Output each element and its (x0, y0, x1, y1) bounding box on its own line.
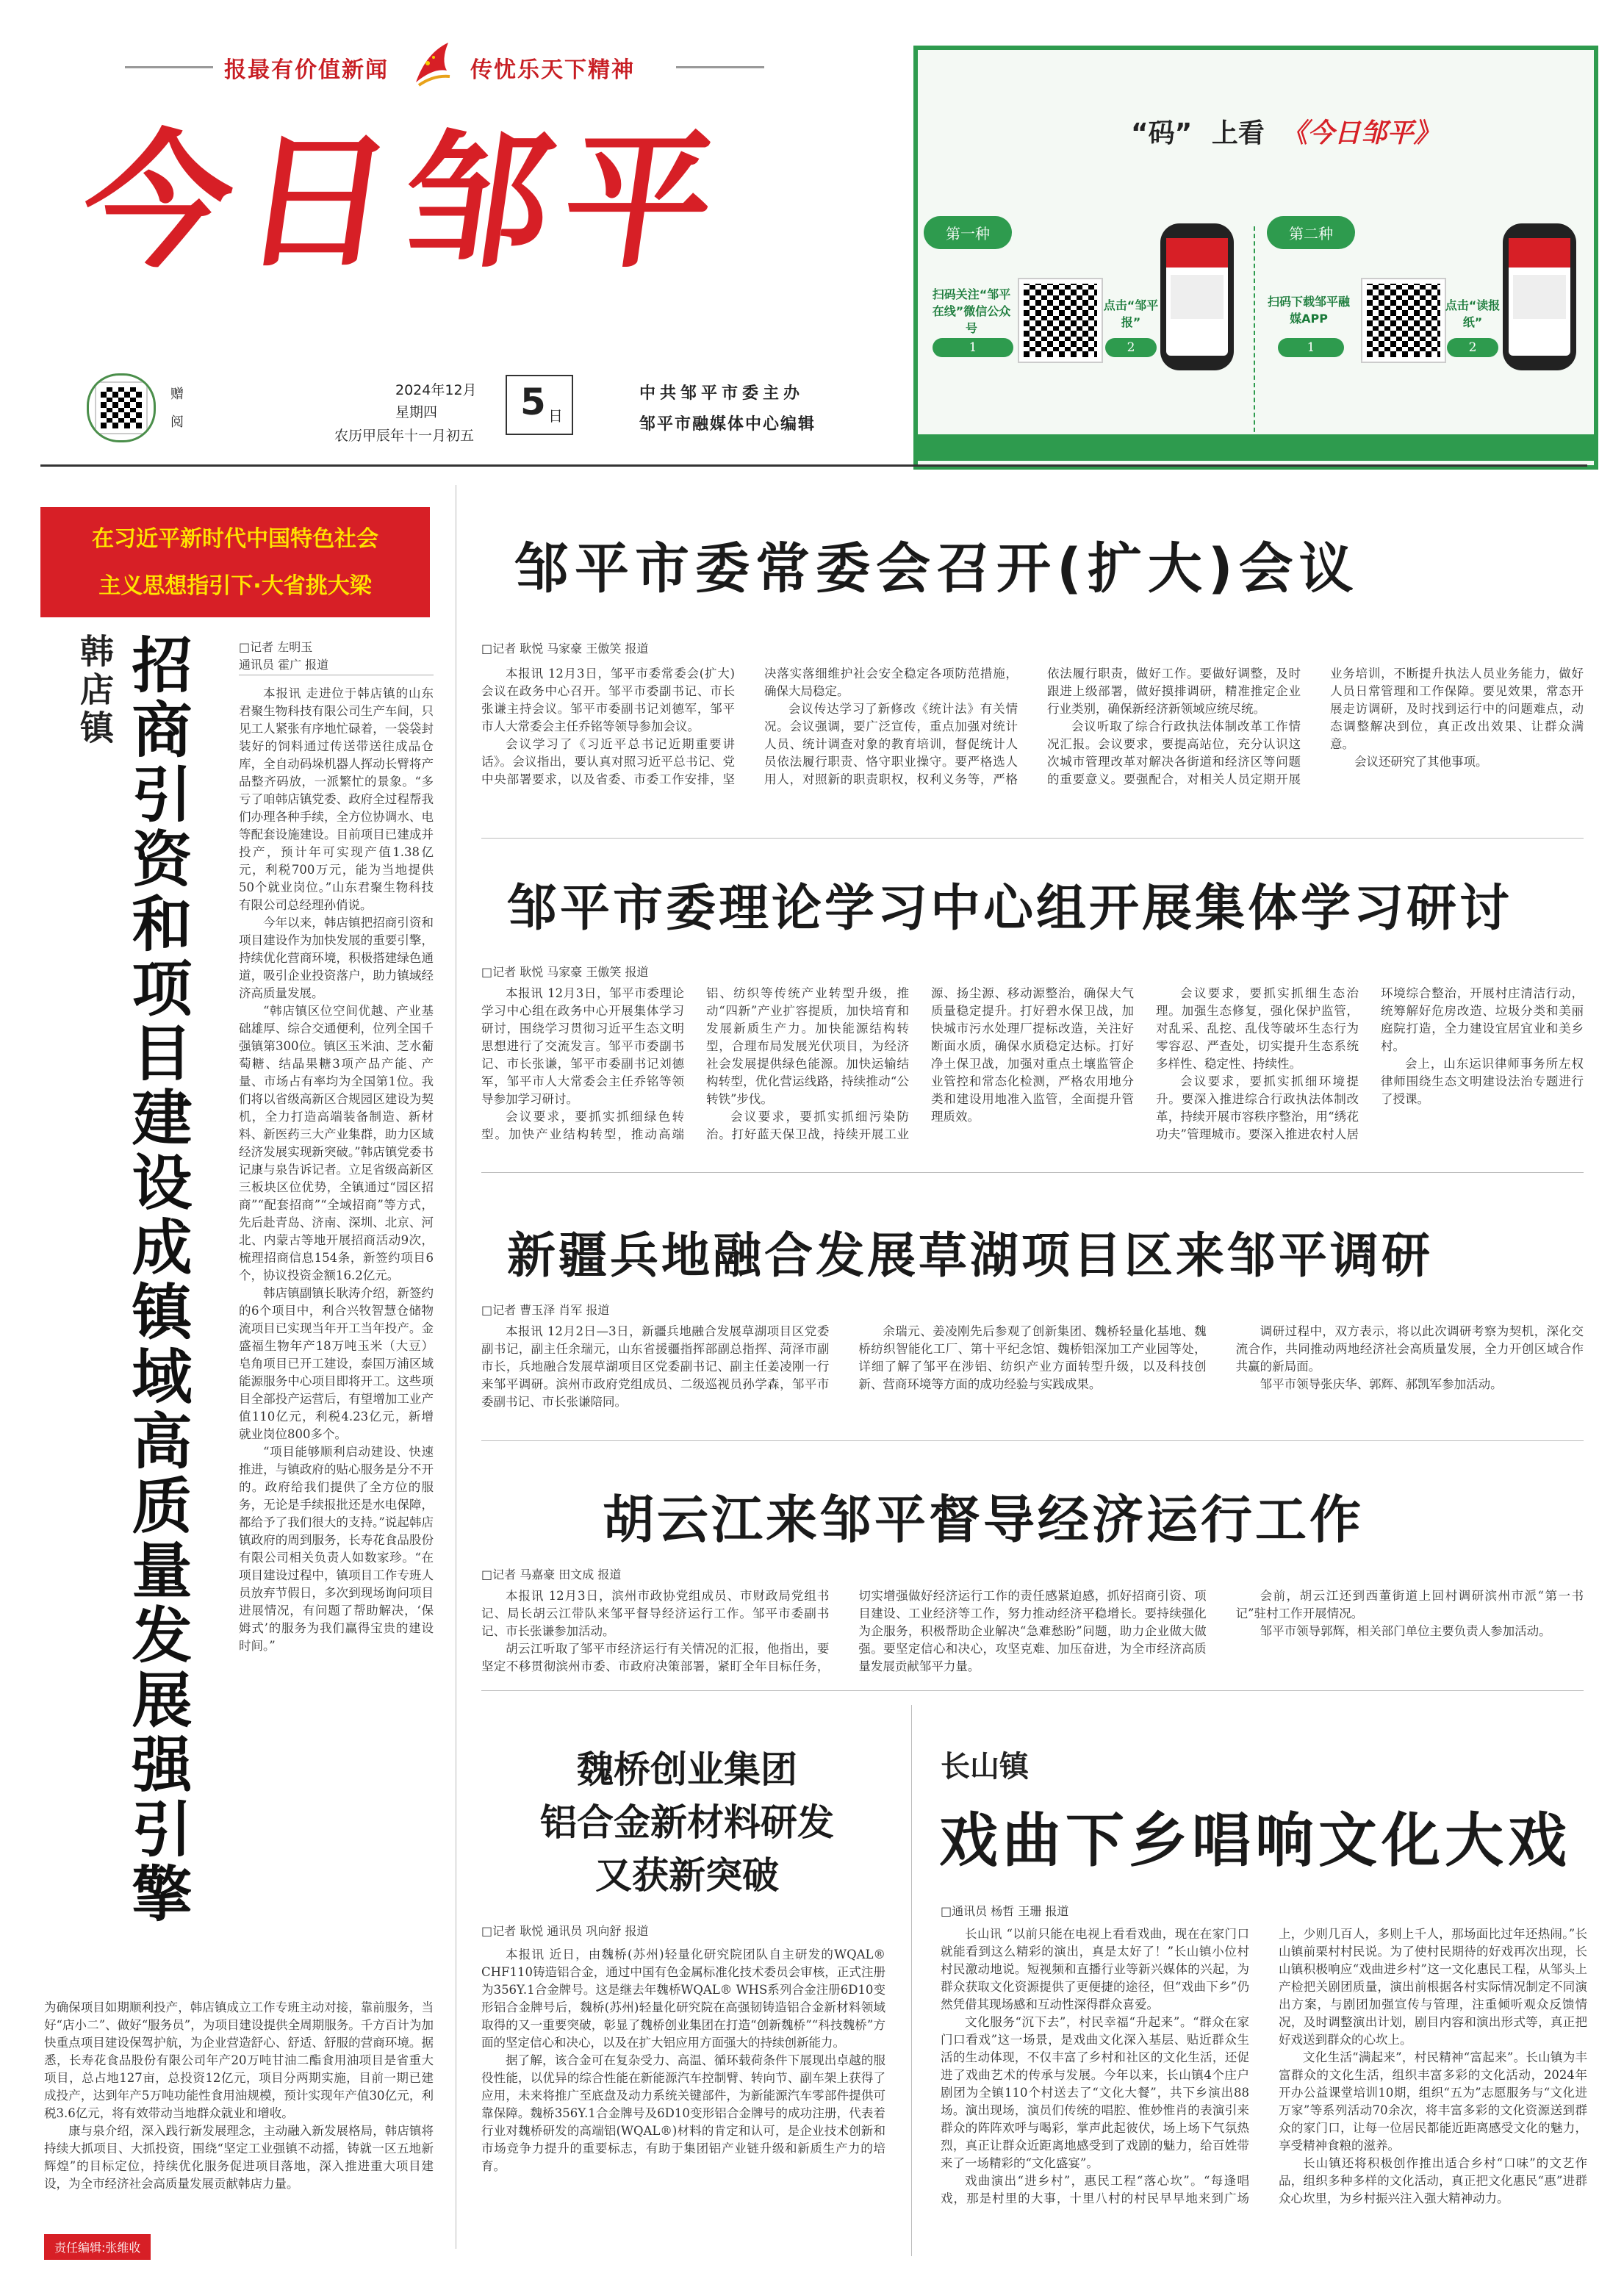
article5-byline: □记者 耿悦 通讯员 巩向舒 报道 (481, 1924, 649, 1938)
day-suffix: 日 (548, 407, 563, 425)
article2-para-1: 本报讯 12月3日，邹平市委理论学习中心组在政务中心开展集体学习研讨，围绕学习贯彻习近平生态文明思想进行了交流发言。邹平市委副书记、市长张谦，邹平市委副书记刘德军，邹平市人大常委会主任乔铭等领导参加学习研讨。 (481, 986, 684, 1106)
theme-banner (40, 507, 430, 617)
article4-headline: 胡云江来邹平督导经济运行工作 (603, 1490, 1364, 1550)
article3-para-2: 余瑞元、姜凌刚先后参观了创新集团、魏桥轻量化基地、魏桥纺织智能化工厂、第十平纪念馆、魏桥铝深加工产业园等处，详细了解了邹平在涉铝、纺织产业方面转型升级，以及科技创新、营商环境等方面的成功经验与实践成果。 (858, 1324, 1207, 1391)
left-byline-2: 通讯员 霍广 报道 (239, 658, 329, 672)
article5-headline-line3: 又获新突破 (595, 1853, 779, 1897)
article4-para-3: 会前，胡云江还到西董街道上回村调研滨州市派“第一书记”驻村工作开展情况。 (1235, 1589, 1584, 1620)
article2-para-5: 会议要求，要抓实抓细环境提升。要深入推进综合行政执法体制改革，持续开展市容秩序整治，用“绣花功夫”管理城市。要深入推进农村人居环境综合整治，开展村庄清洁行动，统筹解好危房改造、垃圾分类和美丽庭院打造，全力建设宜居宜业和美乡村。 (1156, 986, 1584, 1141)
article6-byline: □通讯员 杨哲 王珊 报道 (941, 1904, 1069, 1918)
rule-4 (481, 1690, 1584, 1691)
left-para-3: “韩店镇区位空间优越、产业基础雄厚、综合交通便利，位列全国千强镇第300位。镇区玉米油、芝水葡萄糖、结晶果糖3项产品产能、产量、市场占有率均为全国第1位。我们将以省级高新区合规园区建设为契机，全力打造高端装备制造、新材料、新医药三大产业集群，助力区域经济发展实现新突破。”韩店镇党委书记康与泉告诉记者。立足省级高新区三板块区位优势，全镇通过“园区招商”“配套招商”“全域招商”等方式，先后赴青岛、济南、深圳、北京、河北、内蒙古等地开展招商活动9次，梳理招商信息154条，新签约项目6个，协议投资金额16.2亿元。 (239, 1004, 434, 1282)
article1-para-2: 会议学习了《习近平总书记近期重要讲话》。会议指出，要认真对照习近平总书记、党中央部署要求，以及省委、市委工作安排，坚决落实落细维护社会安全稳定各项防范措施，确保大局稳定。 (481, 667, 1018, 786)
article6-headline: 戏曲下乡唱响文化大戏 (939, 1806, 1571, 1875)
article4-para-2: 胡云江听取了邹平市经济运行有关情况的汇报，他指出，要坚定不移贯彻滨州市委、市政府决策部署，紧盯全年目标任务，切实增强做好经济运行工作的责任感紧迫感，抓好招商引资、项目建设、工业经济等工作，努力推动经济平稳增长。要持续强化为企服务，积极帮助企业解决“急难愁盼”问题，助力企业做大做强。要坚定信心和决心，攻坚克难、加压奋进，为全市经济高质量发展贡献邹平力量。 (481, 1589, 1207, 1673)
promo-title-code: “码” (1131, 118, 1193, 148)
promo-box (913, 46, 1598, 470)
sponsor: 中共邹平市委主办 (639, 384, 805, 403)
promo-divider (1254, 226, 1257, 439)
left-kicker: 韩店镇 (75, 633, 115, 748)
slogan-rule-right (676, 66, 764, 68)
article1-para-5: 会议还研究了其他事项。 (1354, 755, 1488, 769)
qr-code-header (87, 373, 156, 442)
theme-banner-line2: 主义思想指引下·大省挑大梁 (98, 573, 372, 599)
article6-para-4: 文化生活“满起来”，村民精神“富起来”。长山镇为丰富群众的文化生活，组织丰富多彩的文化活动，2024年开办公益课堂培训10期，组织“五为”志愿服务与“文化进万家”等系列活动70余次，将丰富多彩的文化资源送到群众的家门口，让每一位居民都能近距离感受文化的魅力，享受精神食粮的滋养。 (1279, 2050, 1587, 2153)
article5-headline-line1: 魏桥创业集团 (577, 1748, 797, 1791)
editor-unit: 邹平市融媒体中心编辑 (639, 414, 816, 434)
article5-headline-line2: 铝合金新材料研发 (540, 1801, 834, 1844)
article3-para-4: 邹平市领导张庆华、郭辉、郝凯军参加活动。 (1260, 1377, 1503, 1391)
article2-para-4: 会议要求，要抓实抓细生态治理。加强生态修复，强化保护监管，对乱采、乱挖、乱伐等破坏生态行为零容忍、严查处，切实提升生态系统多样性、稳定性、持续性。 (1156, 986, 1359, 1071)
slogan-right: 传忧乐天下精神 (470, 57, 635, 83)
article1-body (481, 665, 1584, 827)
rule-2 (481, 1172, 1584, 1173)
way2-label: 第二种 (1267, 216, 1355, 249)
article3-para-1: 本报讯 12月2日—3日，新疆兵地融合发展草湖项目区党委副书记，副主任余瑞元，山东省援疆指挥部副总指挥、菏泽市副市长，兵地融合发展草湖项目区党委副书记、副主任姜凌刚一行来邹平调研。滨州市政府党组成员、二级巡视员孙学森，邹平市委副书记、市长张谦陪同。 (481, 1324, 830, 1409)
way1-step2-number: 2 (1105, 338, 1157, 357)
article2-byline: □记者 耿悦 马家豪 王傲笑 报道 (481, 965, 649, 979)
way2-step1-number: 1 (1278, 338, 1344, 357)
responsible-editor: 责任编辑:张维收 (44, 2234, 151, 2260)
day-number: 5 (520, 381, 546, 423)
article3-byline: □记者 曹玉泽 肖军 报道 (481, 1303, 610, 1317)
article1-para-3: 会议传达学习了新修改《统计法》有关情况。会议强调，要广泛宣传，重点加强对统计人员、统计调查对象的教育培训，督促统计人员依法履行职责、恪守职业操守。要严格选人用人，对照新的职责职权，权利义务等，严格依法履行职责，做好工作。要做好调整，及时跟进上级部署，做好摸排调研，精准推定企业行业类别，确保新经济新领域应统尽统。 (764, 667, 1301, 786)
theme-banner-line1: 在习近平新时代中国特色社会 (92, 526, 378, 552)
article6-para-1: 长山讯 “以前只能在电视上看看戏曲，现在在家门口就能看到这么精彩的演出，真是太好了！”长山镇小位村村民激动地说。短视频和直播行业等新兴媒体的兴起，为群众获取文化资源提供了更便捷的途径，但“戏曲下乡”仍然凭借其现场感和互动性深得群众喜爱。 (941, 1927, 1249, 2011)
way1-step2: 点击“邹平报” (1103, 298, 1159, 329)
way1-step1: 扫码关注“邹平在线”微信公众号 (932, 287, 1011, 335)
article2-para-3: 会议要求，要抓实抓细污染防治。打好蓝天保卫战，持续开展工业源、扬尘源、移动源整治，确保大气质量稳定提升。打好碧水保卫战，加快城市污水处理厂提标改造，关注好断面水质，确保水质稳定达标。打好净土保卫战，加强对重点土壤监管企业管控和常态化检测，严格农用地分类和建设用地准入监管，全面提升管理质效。 (706, 986, 1134, 1141)
article3-body (481, 1323, 1584, 1429)
article2-para-2: 会议要求，要抓实抓细绿色转型。加快产业结构转型，推动高端铝、纺织等传统产业转型升级，推动“四新”产业扩容提质，加快培育和发展新质生产力。加快能源结构转型，合理布局发展光伏项目，为经济社会发展提供绿色能源。加快运输结构转型，优化营运线路，持续推动“公转铁”步伐。 (481, 986, 909, 1141)
column-divider-2 (911, 1705, 912, 2256)
article1-para-1: 本报讯 12月3日，邹平市委常委会(扩大)会议在政务中心召开。邹平市委副书记、市长张谦主持会议。邹平市委副书记刘德军，邹平市人大常委会主任乔铭等领导参加会议。 (481, 667, 735, 733)
way2-qr-code (1362, 279, 1445, 362)
way2-step2: 点击“读报纸” (1445, 298, 1501, 329)
promo-title-brand: 《今日邹平》 (1281, 118, 1440, 148)
article4-para-1: 本报讯 12月3日，滨州市政协党组成员、市财政局党组书记、局长胡云江带队来邹平督导经济运行工作。邹平市委副书记、市长张谦参加活动。 (481, 1589, 830, 1638)
day-box (506, 375, 573, 435)
gift-label-1: 赠 (170, 387, 184, 402)
promo-title-mid: 上看 (1211, 118, 1265, 148)
article4-para-4: 邹平市领导郭辉，相关部门单位主要负责人参加活动。 (1260, 1624, 1551, 1638)
left-para-1: 本报讯 走进位于韩店镇的山东君聚生物科技有限公司生产车间，只见工人紧张有序地忙碌着，一袋袋封装好的饲料通过传送带送往成品仓库，全自动码垛机器人挥动长臂将产品整齐码放，一派繁忙的景象。“多亏了咱韩店镇党委、政府全过程帮我们办理各种手续，全方位协调水、电等配套设施建设。目前项目已建成并投产，预计年可实现产值1.38亿元，利税700万元，能为当地提供50个就业岗位。”山东君聚生物科技有限公司总经理孙俏说。 (239, 686, 434, 912)
article4-body (481, 1587, 1584, 1676)
weekday: 星期四 (395, 404, 438, 420)
promo-bottom-bar (918, 434, 1594, 461)
article1-headline: 邹平市委常委会召开(扩大)会议 (514, 537, 1359, 600)
rule-3 (481, 1440, 1584, 1441)
article2-body (481, 985, 1584, 1161)
header-rule (40, 464, 1587, 467)
left-para-4: 韩店镇副镇长耿涛介绍，新签约的6个项目中，利合兴牧智慧仓储物流项目已实现当年开工当年投产。金盛福生物年产18万吨玉米（大豆）皂角项目已开工建设，泰国万浦区域能源服务中心项目即将开工。这些项目全部投产运营后，有望增加工业产值110亿元，利税4.23亿元，新增就业岗位800多个。 (239, 1286, 434, 1441)
article2-para-6: 会上，山东运识律师事务所左权律师围绕生态文明建设法治专题进行了授课。 (1381, 1057, 1584, 1106)
rule-1 (481, 838, 1584, 839)
article2-headline: 邹平市委理论学习中心组开展集体学习研讨 (507, 880, 1513, 938)
way2-phone-icon (1503, 223, 1576, 370)
article6-kicker: 长山镇 (941, 1750, 1029, 1784)
article6-para-5: 长山镇还将积极创作推出适合乡村“口味”的文艺作品，组织多种多样的文化活动，真正把文化惠民“惠”进群众心坎里，为乡村振兴注入强大精神动力。 (1279, 2156, 1587, 2205)
article6-para-3: 戏曲演出“进乡村”，惠民工程“落心坎”。“每逢唱戏，那是村里的大事，十里八村的村民早早地来到广场上，少则几百人，多则上千人，那场面比过年还热闹。”长山镇前栗村村民说。为了使村民期待的好戏再次出现，长山镇积极响应“戏曲进乡村”这一文化惠民工程，从邹头上产检把关剧团质量，演出前根据各村实际情况制定不同演出方案，与剧团加强宣传与管理，注重倾听观众反馈情况，及时调整演出计划，剧目内容和演出形式等，真正把好戏送到群众的心坎上。 (941, 1927, 1587, 2205)
article5-para-1: 本报讯 近日，由魏桥(苏州)轻量化研究院团队自主研发的WQAL® CHF110铸造铝合金，通过中国有色金属标准化技术委员会审核，正式注册为356Y.1合金牌号。这是继去年魏桥WQAL® WHS系列合金注册6D10变形铝合金牌号后，魏桥(苏州)轻量化研究院在高强韧铸造铝合金新材料领域取得的又一重要突破，彰显了魏桥创业集团在打造“创新魏桥”“科技魏桥”方面的坚定信心和决心，以及在扩大铝应用方面强大的持续创新能力。 (481, 1947, 885, 2050)
left-byline-1: □记者 左明玉 (239, 640, 313, 654)
way2-step2-number: 2 (1447, 338, 1498, 357)
left-headline: 招商引资和项目建设成镇域高质量发展强引擎 (122, 633, 192, 1927)
article1-byline: □记者 耿悦 马家豪 王傲笑 报道 (481, 642, 649, 656)
way1-label: 第一种 (924, 216, 1012, 249)
flag-emblem-icon (412, 38, 453, 90)
article6-body (941, 1925, 1587, 2252)
article1-para-4: 会议听取了综合行政执法体制改革工作情况汇报。会议要求，要提高站位，充分认识这次城市管理改革对解决各街道和经济区等问题的重要意义。要强配合，对相关人员定期开展业务培训，不断提升执法人员业务能力，做好人员日常管理和工作保障。要见效果，常态开展走访调研，及时找到运行中的问题难点，动态调整解决到位，真正改出效果、让群众满意。 (1047, 667, 1584, 786)
way1-step1-number: 1 (933, 338, 1013, 357)
article5-headline (481, 1743, 893, 1902)
way1-phone-icon (1160, 223, 1234, 370)
slogan-rule-left (125, 66, 213, 68)
masthead-title: 今日邹平 (72, 115, 738, 288)
left-para-6: 为确保项目如期顺利投产，韩店镇成立工作专班主动对接，靠前服务，当好“店小二”、做好“服务员”，为项目建设提供全周期服务。千方百计为加快重点项目建设保驾护航，为企业营造舒心、舒适、舒服的营商环境。据悉，长寿花食品股份有限公司年产20万吨甘油二酯食用油项目是省重大项目，总占地127亩，总投资12亿元，项目分两期实施，目前一期已建成投产，达到年产5万吨功能性食用油规模，预计实现年产值30亿元，利税3.6亿元，将有效带动当地群众就业和增收。 (44, 2000, 434, 2120)
left-para-7: 康与泉介绍，深入践行新发展理念，主动融入新发展格局，韩店镇将持续大抓项目、大抓投资，围绕“坚定工业强镇不动摇，铸就一区五地新辉煌”的目标定位，持续优化服务促进项目落地，深入推进重大项目建设，为全市经济社会高质量发展贡献韩店力量。 (44, 2124, 434, 2191)
article5-para-2: 据了解，该合金可在复杂受力、高温、循环载荷条件下展现出卓越的服役性能，以优异的综合性能在新能源汽车控制臂、转向节、副车架上获得了应用，未来将推广至底盘及动力系统关键部件，为新能源汽车零部件提供可靠保障。魏桥356Y.1合金牌号及6D10变形铝合金牌号的成功注册，代表着行业对魏桥研发的高端铝(WQAL®)材料的肯定和认可，是企业技术创新和市场竞争力提升的重要标志，有助于集团铝产业链升级和新质生产力的培育。 (481, 2053, 885, 2173)
left-para-5: “项目能够顺利启动建设、快速推进，与镇政府的贴心服务是分不开的。政府给我们提供了全方位的服务，无论是手续报批还是水电保障，都给予了我们很大的支持。”说起韩店镇政府的周到服务，长寿花食品股份有限公司相关负责人如数家珍。“在项目建设过程中，镇项目工作专班人员放弃节假日，多次到现场询问项目进展情况，有问题了帮助解决，‘保姆式’的服务为我们赢得宝贵的建设时间。” (239, 1445, 434, 1653)
left-article-body-bottom (44, 1999, 434, 2212)
article5-body (481, 1946, 885, 2255)
way2-step1: 扫码下载邹平融媒APP (1267, 295, 1350, 326)
article3-headline: 新疆兵地融合发展草湖项目区来邹平调研 (507, 1227, 1433, 1284)
date-line: 2024年12月 (395, 382, 477, 398)
left-para-2: 今年以来，韩店镇把招商引资和项目建设作为加快发展的重要引擎，持续优化营商环境，积极搭建绿色通道，吸引企业投资落户，助力镇域经济高质量发展。 (239, 916, 434, 1000)
article6-para-2: 文化服务“沉下去”，村民幸福“升起来”。“群众在家门口看戏”这一场景，是戏曲文化深入基层、贴近群众生活的生动体现，不仅丰富了乡村和社区的文化生活，还促进了戏曲艺术的传承与发展。今年以来，长山镇4个庄户剧团为全镇110个村送去了“文化大餐”，共下乡演出88场。演出现场，演员们传统的唱腔、惟妙惟肖的表演引来群众的阵阵欢呼与喝彩，掌声此起彼伏，场上场下气氛热烈，真正让群众近距离地感受到了戏剧的魅力，给百姓带来了一场精彩的“文化盛宴”。 (941, 2015, 1249, 2170)
article3-para-3: 调研过程中，双方表示，将以此次调研考察为契机，深化交流合作，共同推动两地经济社会高质量发展，全力开创区域合作共赢的新局面。 (1235, 1324, 1584, 1374)
article4-byline: □记者 马嘉豪 田文成 报道 (481, 1568, 622, 1582)
gift-label-2: 阅 (170, 414, 184, 430)
left-article-body (239, 685, 434, 2000)
way1-qr-code (1019, 279, 1102, 362)
slogan-left: 报最有价值新闻 (224, 57, 389, 83)
lunar-date: 农历甲辰年十一月初五 (334, 428, 475, 444)
